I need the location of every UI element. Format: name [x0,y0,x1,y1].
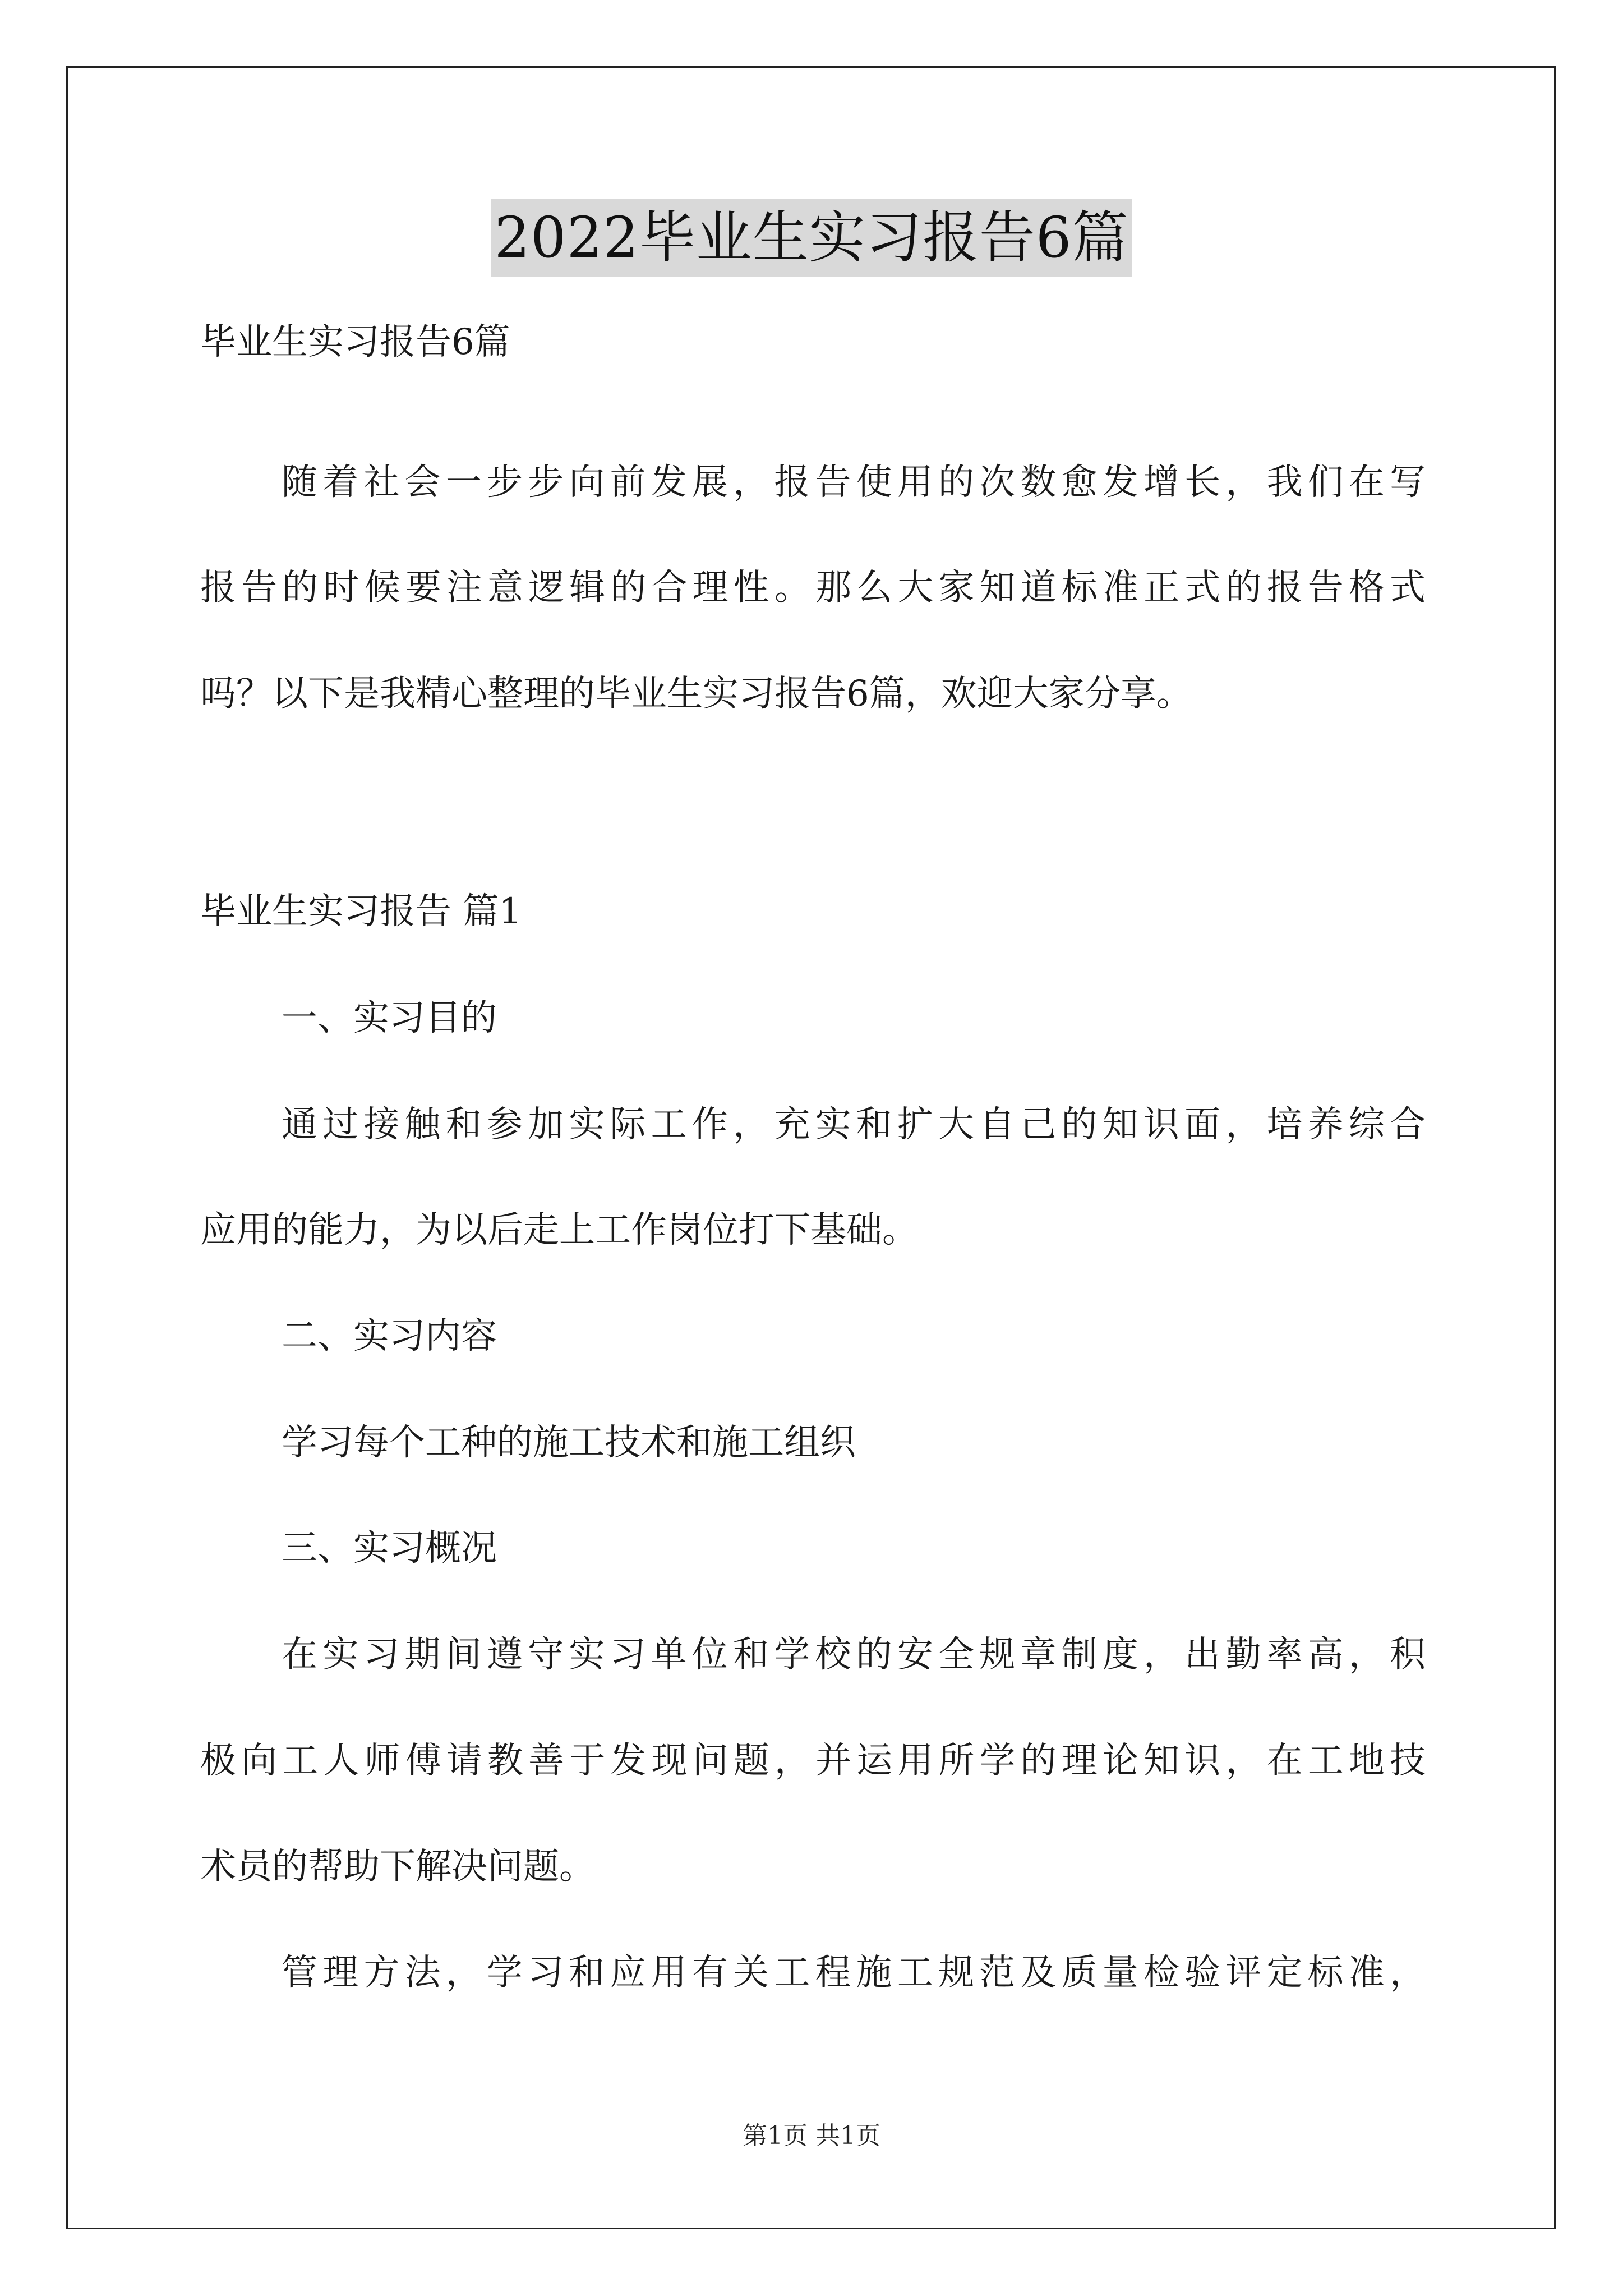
document-title: 2022毕业生实习报告6篇 [491,199,1132,277]
subtitle: 毕业生实习报告6篇 [200,321,510,363]
overview-line-2: 极向工人师傅请教善于发现问题，并运用所学的理论知识，在工地技 [200,1740,1426,1782]
section-heading: 毕业生实习报告 篇1 [200,891,522,932]
management-line-1: 管理方法，学习和应用有关工程施工规范及质量检验评定标准， [282,1952,1426,1994]
heading-content: 二、实习内容 [282,1315,497,1357]
heading-purpose: 一、实习目的 [282,997,497,1039]
intro-line-1: 随着社会一步步向前发展，报告使用的次数愈发增长，我们在写 [282,462,1426,503]
overview-line-1: 在实习期间遵守实习单位和学校的安全规章制度，出勤率高，积 [282,1634,1426,1676]
title-container [0,199,1623,277]
page-footer: 第1页 共1页 [743,2122,880,2150]
overview-line-3: 术员的帮助下解决问题。 [200,1846,595,1888]
purpose-line-1: 通过接触和参加实际工作，充实和扩大自己的知识面，培养综合 [282,1104,1426,1145]
intro-line-2: 报告的时候要注意逻辑的合理性。那么大家知道标准正式的报告格式 [200,567,1426,609]
heading-overview: 三、实习概况 [282,1527,497,1569]
content-line-1: 学习每个工种的施工技术和施工组织 [282,1422,856,1464]
purpose-line-2: 应用的能力，为以后走上工作岗位打下基础。 [200,1209,918,1251]
intro-line-3: 吗？以下是我精心整理的毕业生实习报告6篇，欢迎大家分享。 [200,673,1192,715]
